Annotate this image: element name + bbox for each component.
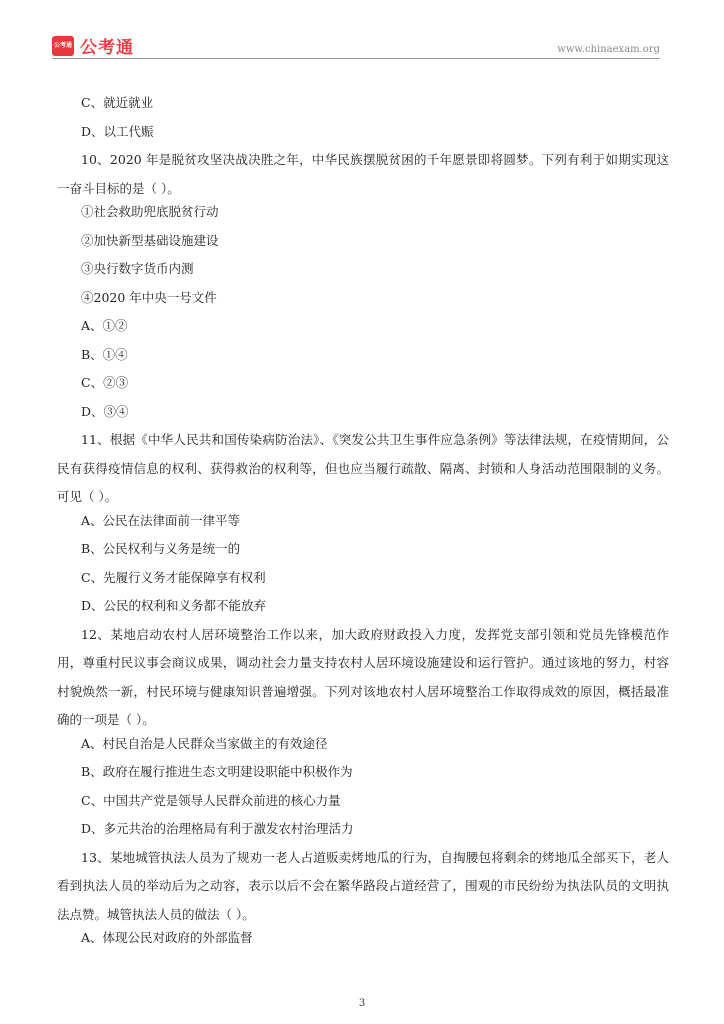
answer-option: A、村民自治是人民群众当家做主的有效途径 xyxy=(81,735,328,751)
logo-text: 公考通 xyxy=(80,38,134,58)
question-text: 11、根据《中华人民共和国传染病防治法》、《突发公共卫生事件应急条例》等法律法规，在疫情期间，公民有获得疫情信息的权利、获得救治的权利等，但也应当履行疏散、隔离、封锁和人身活动范围限制的义务。可见（ ）。 xyxy=(57,432,669,504)
answer-option: ④2020 年中央一号文件 xyxy=(81,289,217,305)
page-number: 3 xyxy=(358,998,366,1009)
answer-option: A、①② xyxy=(81,318,128,333)
answer-option: A、体现公民对政府的外部监督 xyxy=(81,930,253,945)
question-text: 13、某地城管执法人员为了规劝一老人占道贩卖烤地瓜的行为，自掏腰包将剩余的烤地瓜全部买下，老人看到执法人员的举动后为之动容，表示以后不会在繁华路段占道经营了，围观的市民纷纷为执法队员的文明执法点赞。城管执法人员的做法（ ）。 xyxy=(57,849,669,922)
site-url: www.chinaexam.org xyxy=(557,44,660,55)
document-body xyxy=(57,94,669,958)
answer-option: C、就近就业 xyxy=(81,95,154,110)
answer-option: C、中国共产党是领导人民群众前进的核心力量 xyxy=(81,792,341,808)
answer-option: B、公民权利与义务是统一的 xyxy=(81,541,241,556)
answer-option: D、多元共治的治理格局有利于激发农村治理活力 xyxy=(81,821,354,836)
answer-option: ③央行数字货币内测 xyxy=(81,261,194,276)
answer-option: ②加快新型基础设施建设 xyxy=(81,232,219,248)
question-text: 10、2020 年是脱贫攻坚决战决胜之年，中华民族摆脱贫困的千年愿景即将圆梦。下列有利于如期实现这一奋斗目标的是（ ）。 xyxy=(57,152,669,196)
question-text: 12、某地启动农村人居环境整治工作以来，加大政府财政投入力度，发挥党支部引领和党员先锋模范作用，尊重村民议事会商议成果，调动社会力量支持农村人居环境设施建设和运行管护。通过该地的努力，村容村貌焕然一新，村民环境与健康知识普遍增强。下列对该地农村人居环境整治工作取得成效的原因，概括最准确的一项是（ ）。 xyxy=(57,626,669,727)
logo xyxy=(52,33,134,58)
answer-option: C、先履行义务才能保障享有权利 xyxy=(81,569,266,585)
answer-option: C、②③ xyxy=(81,375,129,390)
answer-option: D、③④ xyxy=(81,403,129,419)
answer-option: B、①④ xyxy=(81,346,128,362)
answer-option: ①社会救助兜底脱贫行动 xyxy=(81,204,219,219)
answer-option: D、以工代赈 xyxy=(81,123,154,139)
answer-option: D、公民的权利和义务都不能放弃 xyxy=(81,598,267,613)
answer-option: B、政府在履行推进生态文明建设职能中积极作为 xyxy=(81,764,353,779)
page-header xyxy=(0,0,724,62)
logo-badge-icon: 公考通 xyxy=(52,36,74,56)
header-divider xyxy=(52,58,660,59)
answer-option: A、公民在法律面前一律平等 xyxy=(81,512,241,528)
